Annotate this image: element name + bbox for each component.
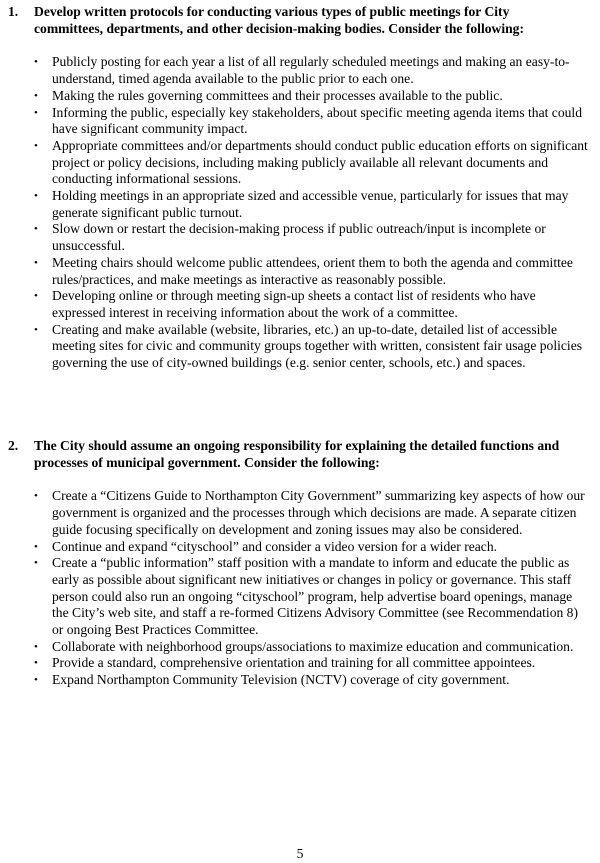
bullet-icon: • <box>34 89 38 102</box>
list-item-text: Continue and expand “cityschool” and consider a video version for a wider reach. <box>52 538 498 554</box>
list-item <box>0 54 600 87</box>
list-item-text: Informing the public, especially key stakeholders, about specific meeting agenda items that could have significant community impact. <box>52 104 582 137</box>
bullet-list <box>0 54 600 371</box>
list-item-text: Create a “public information” staff position with a mandate to inform and educate the public as early as possible about significant new initiatives or changes in policy or governance. This staff person could also run an ongoing “cityschool” program, help advertise board openings, manage the City’s web site, and staff a re-formed Citizens Advisory Committee (see Recommendation 8) or ongoing Best Practices Committee. <box>52 555 579 638</box>
list-item <box>0 672 600 689</box>
bullet-icon: • <box>34 540 38 553</box>
bullet-icon: • <box>34 640 38 653</box>
list-item <box>0 539 600 556</box>
recommendation-heading-text: The City should assume an ongoing responsibility for explaining the detailed functions and processes of municipal government. Consider the following: <box>34 438 560 470</box>
recommendation-heading-text: Develop written protocols for conducting various types of public meetings for City committees, departments, and other decision-making bodies. Consider the following: <box>34 4 524 36</box>
bullet-list <box>0 488 600 688</box>
recommendation-2 <box>0 438 600 689</box>
recommendation-heading <box>0 4 600 37</box>
list-item-text: Collaborate with neighborhood groups/associations to maximize education and communication. <box>52 638 574 654</box>
list-item-text: Provide a standard, comprehensive orientation and training for all committee appointees. <box>52 655 536 671</box>
list-item-text: Holding meetings in an appropriate sized and accessible venue, particularly for issues that may generate significant public turnout. <box>52 188 569 220</box>
list-item-text: Meeting chairs should welcome public attendees, orient them to both the agenda and committee rules/practices, and make meetings as interactive as reasonably possible. <box>52 254 573 287</box>
bullet-icon: • <box>34 256 38 269</box>
list-item <box>0 288 600 321</box>
list-item-text: Create a “Citizens Guide to Northampton City Government” summarizing key aspects of how our government is organized and the processes through which decisions are made. A separate citizen guide focusing specifically on development and zoning issues may also be considered. <box>52 488 585 537</box>
list-item <box>0 138 600 188</box>
list-item <box>0 322 600 372</box>
bullet-icon: • <box>34 56 38 69</box>
list-item <box>0 221 600 254</box>
list-item <box>0 255 600 288</box>
list-item-text: Slow down or restart the decision-making process if public outreach/input is incomplete or unsuccessful. <box>52 221 546 254</box>
recommendation-heading <box>0 438 600 471</box>
list-item <box>0 105 600 138</box>
bullet-icon: • <box>34 490 38 503</box>
list-item-text: Creating and make available (website, libraries, etc.) an up-to-date, detailed list of accessible meeting sites for civic and community groups together with written, consistent fair usage policies governing the use of city-owned buildings (e.g. senior center, schools, etc.) and spaces. <box>52 321 583 371</box>
recommendation-1 <box>0 4 600 372</box>
list-item-text: Developing online or through meeting sign-up sheets a contact list of residents who have expressed interest in receiving information about the work of a committee. <box>52 288 536 320</box>
bullet-icon: • <box>34 290 38 303</box>
recommendation-number: 1. <box>8 4 19 19</box>
list-item-text: Publicly posting for each year a list of all regularly scheduled meetings and making an easy-to-understand, timed agenda available to the public prior to each one. <box>52 54 570 87</box>
list-item <box>0 639 600 656</box>
bullet-icon: • <box>34 190 38 203</box>
list-item <box>0 555 600 639</box>
list-item-text: Expand Northampton Community Television (NCTV) coverage of city government. <box>52 672 510 688</box>
page-number: 5 <box>296 846 304 861</box>
bullet-icon: • <box>34 557 38 570</box>
recommendation-number: 2. <box>8 438 19 453</box>
list-item <box>0 88 600 105</box>
bullet-icon: • <box>34 674 38 687</box>
bullet-icon: • <box>34 106 38 119</box>
list-item <box>0 655 600 672</box>
list-item-text: Making the rules governing committees and their processes available to the public. <box>52 87 503 103</box>
bullet-icon: • <box>34 657 38 670</box>
list-item <box>0 488 600 538</box>
list-item-text: Appropriate committees and/or departments should conduct public education efforts on significant project or policy decisions, including making publicly available all relevant documents and conducting informational sessions. <box>52 137 588 187</box>
list-item <box>0 188 600 221</box>
bullet-icon: • <box>34 323 38 336</box>
bullet-icon: • <box>34 223 38 236</box>
bullet-icon: • <box>34 139 38 152</box>
